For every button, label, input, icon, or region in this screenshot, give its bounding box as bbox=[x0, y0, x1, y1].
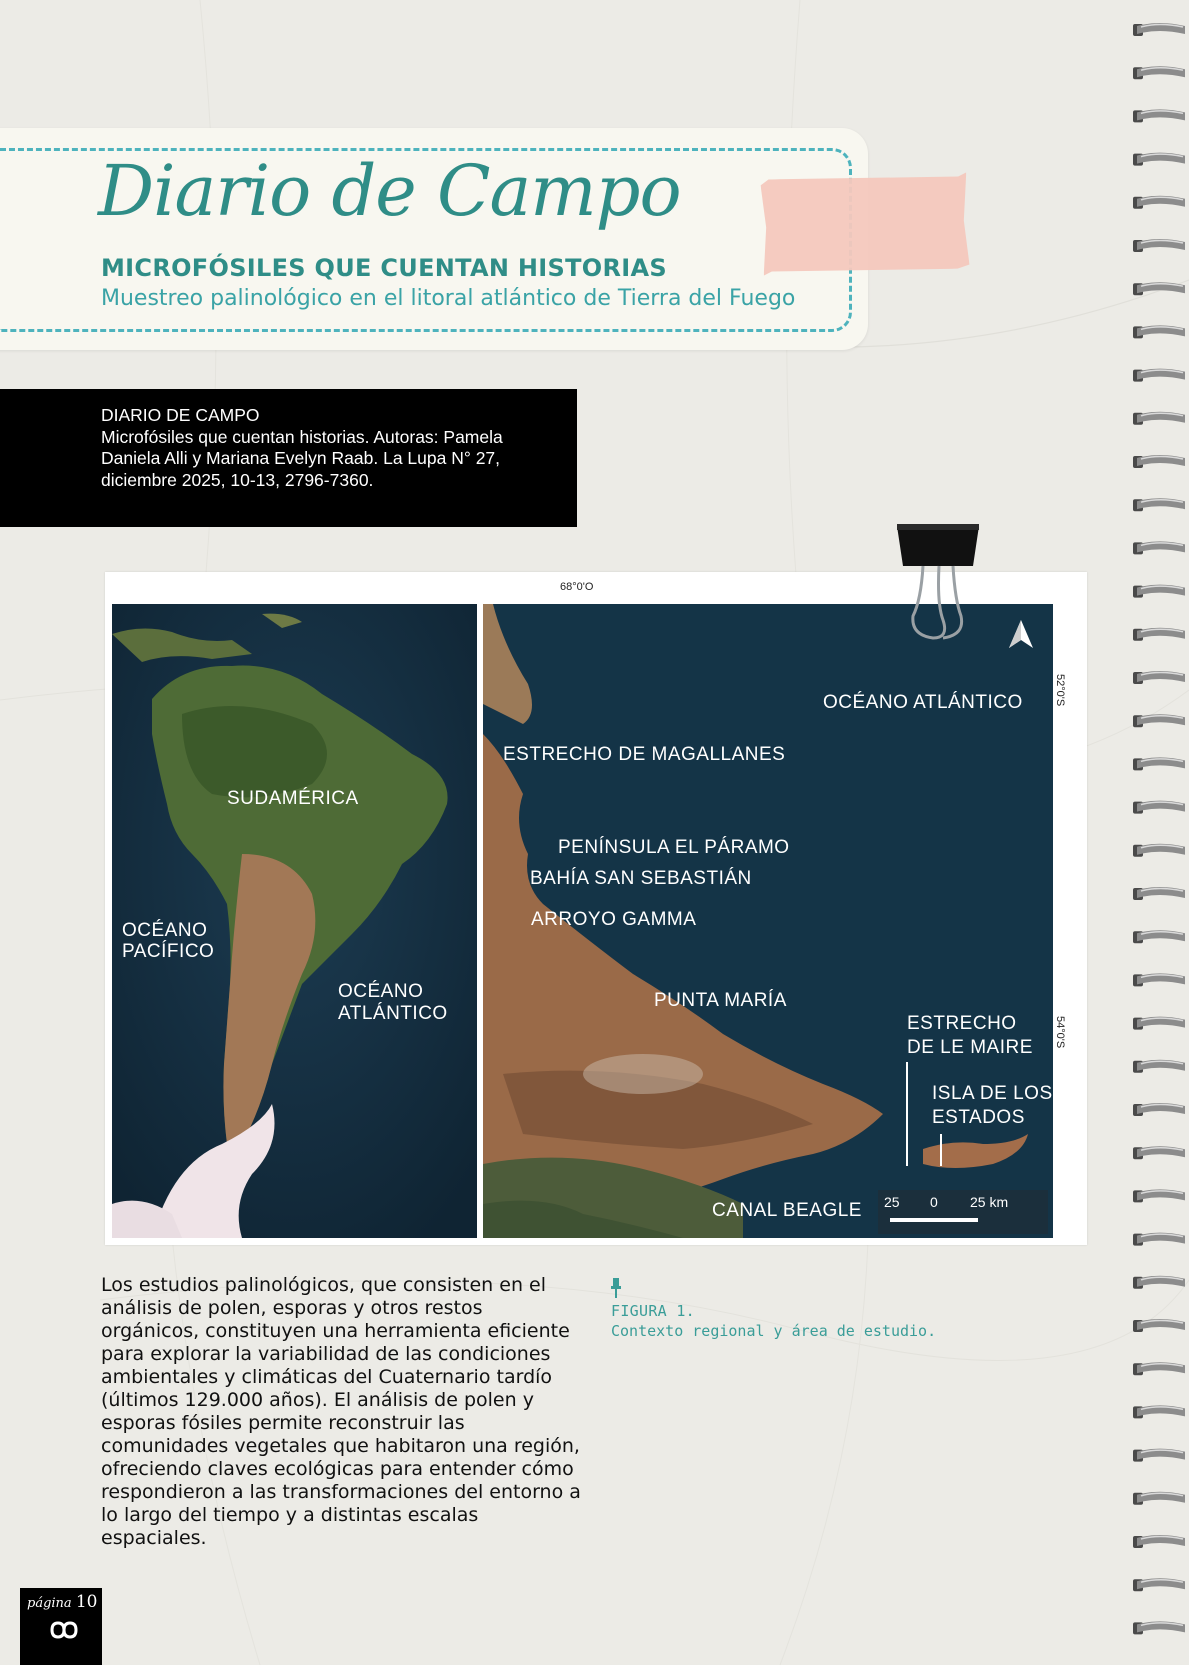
spiral-ring bbox=[1133, 369, 1185, 382]
latitude-label-52: 52°0'S bbox=[1054, 674, 1066, 707]
spiral-ring bbox=[1133, 671, 1185, 684]
spiral-ring bbox=[1133, 757, 1185, 770]
infinity-logo-icon bbox=[48, 1620, 80, 1640]
spiral-ring bbox=[1133, 196, 1185, 209]
spiral-ring bbox=[1133, 23, 1185, 36]
label-isla-de-los-estados-1: ISLA DE LOS bbox=[932, 1083, 1053, 1104]
scale-label-left: 25 bbox=[884, 1194, 900, 1210]
washi-tape-decoration bbox=[760, 172, 969, 275]
spiral-ring bbox=[1133, 1405, 1185, 1418]
spiral-ring bbox=[1133, 1189, 1185, 1202]
spiral-ring bbox=[1133, 1233, 1185, 1246]
spiral-ring bbox=[1133, 498, 1185, 511]
citation-text: Microfósiles que cuentan historias. Autoras: Pamela Daniela Alli y Mariana Evelyn Raab. La Lupa N° 27, diciembre 2025, 10-13, 2796-7360. bbox=[101, 426, 503, 490]
citation-heading: DIARIO DE CAMPO bbox=[101, 405, 260, 425]
scale-label-zero: 0 bbox=[930, 1194, 938, 1210]
spiral-ring bbox=[1133, 541, 1185, 554]
spiral-ring bbox=[1133, 412, 1185, 425]
citation-box bbox=[0, 389, 577, 527]
spiral-ring bbox=[1133, 1535, 1185, 1548]
article-title: MICROFÓSILES QUE CUENTAN HISTORIAS bbox=[101, 254, 667, 282]
spiral-ring bbox=[1133, 973, 1185, 986]
spiral-ring bbox=[1133, 801, 1185, 814]
north-arrow-icon bbox=[1006, 618, 1036, 650]
label-estrecho-magallanes: ESTRECHO DE MAGALLANES bbox=[503, 744, 786, 765]
binder-clip-icon bbox=[893, 520, 983, 650]
pin-icon bbox=[610, 1278, 622, 1298]
figure-label: FIGURA 1. bbox=[611, 1302, 695, 1320]
leader-line-isla-estados bbox=[940, 1134, 942, 1166]
spiral-ring bbox=[1133, 1103, 1185, 1116]
spiral-ring bbox=[1133, 1492, 1185, 1505]
spiral-ring bbox=[1133, 887, 1185, 900]
page-number bbox=[27, 1592, 97, 1612]
spiral-ring bbox=[1133, 325, 1185, 338]
label-bahia-san-sebastian: BAHÍA SAN SEBASTIÁN bbox=[530, 868, 752, 889]
longitude-label: 68°0'O bbox=[560, 581, 594, 593]
label-arroyo-gamma: ARROYO GAMMA bbox=[531, 909, 697, 930]
label-atlantico-left-1: OCÉANO bbox=[338, 981, 424, 1002]
spiral-ring bbox=[1133, 628, 1185, 641]
spiral-ring bbox=[1133, 1319, 1185, 1332]
scale-label-right: 25 km bbox=[970, 1194, 1009, 1210]
spiral-ring bbox=[1133, 1449, 1185, 1462]
spiral-ring bbox=[1133, 239, 1185, 252]
spiral-ring bbox=[1133, 109, 1185, 122]
spiral-ring bbox=[1133, 455, 1185, 468]
label-pacifico-1: OCÉANO bbox=[122, 920, 208, 941]
spiral-ring bbox=[1133, 1362, 1185, 1375]
spiral-ring bbox=[1133, 1017, 1185, 1030]
latitude-label-54: 54°0'S bbox=[1054, 1016, 1066, 1049]
label-sudamerica: SUDAMÉRICA bbox=[227, 788, 359, 809]
spiral-ring bbox=[1133, 1578, 1185, 1591]
label-estrecho-le-maire-2: DE LE MAIRE bbox=[907, 1037, 1033, 1058]
scale-segment-right bbox=[934, 1218, 978, 1222]
section-title: Diario de Campo bbox=[98, 150, 681, 232]
spiral-ring bbox=[1133, 585, 1185, 598]
label-estrecho-le-maire-1: ESTRECHO bbox=[907, 1013, 1017, 1034]
label-canal-beagle: CANAL BEAGLE bbox=[712, 1200, 862, 1221]
label-punta-maria: PUNTA MARÍA bbox=[654, 990, 787, 1011]
scale-segment-left bbox=[890, 1218, 934, 1222]
page-number-value: 10 bbox=[75, 1592, 98, 1612]
spiral-ring bbox=[1133, 153, 1185, 166]
spiral-ring bbox=[1133, 930, 1185, 943]
spiral-ring bbox=[1133, 714, 1185, 727]
map-scale-bar bbox=[878, 1190, 1048, 1234]
label-atlantico-left-2: ATLÁNTICO bbox=[338, 1003, 448, 1024]
spiral-ring bbox=[1133, 1276, 1185, 1289]
leader-line-le-maire bbox=[906, 1062, 908, 1166]
spiral-ring bbox=[1133, 844, 1185, 857]
spiral-ring bbox=[1133, 1621, 1185, 1634]
spiral-binding bbox=[1119, 0, 1189, 1665]
article-subtitle: Muestreo palinológico en el litoral atlántico de Tierra del Fuego bbox=[101, 286, 796, 311]
label-oceano-atlantico: OCÉANO ATLÁNTICO bbox=[823, 692, 1023, 713]
spiral-ring bbox=[1133, 66, 1185, 79]
figure-caption: Contexto regional y área de estudio. bbox=[611, 1322, 937, 1340]
spiral-ring bbox=[1133, 282, 1185, 295]
label-isla-de-los-estados-2: ESTADOS bbox=[932, 1107, 1025, 1128]
body-paragraph: Los estudios palinológicos, que consisten en el análisis de polen, esporas y otros restos orgánicos, constituyen una herramienta eficiente para explorar la variabilidad de las condiciones ambientales y climáticas del Cuaternario tardío (últimos 129.000 años). El análisis de polen y esporas fósiles permite reconstruir las comunidades vegetales que habitaron una región, ofreciendo claves ecológicas para entender cómo respondieron a las transformaciones del entorno a lo largo del tiempo y a distintas escalas espaciales. bbox=[101, 1274, 581, 1549]
spiral-ring bbox=[1133, 1060, 1185, 1073]
label-peninsula-el-paramo: PENÍNSULA EL PÁRAMO bbox=[558, 837, 790, 858]
page-word: página bbox=[27, 1596, 72, 1611]
label-pacifico-2: PACÍFICO bbox=[122, 941, 215, 962]
spiral-ring bbox=[1133, 1146, 1185, 1159]
